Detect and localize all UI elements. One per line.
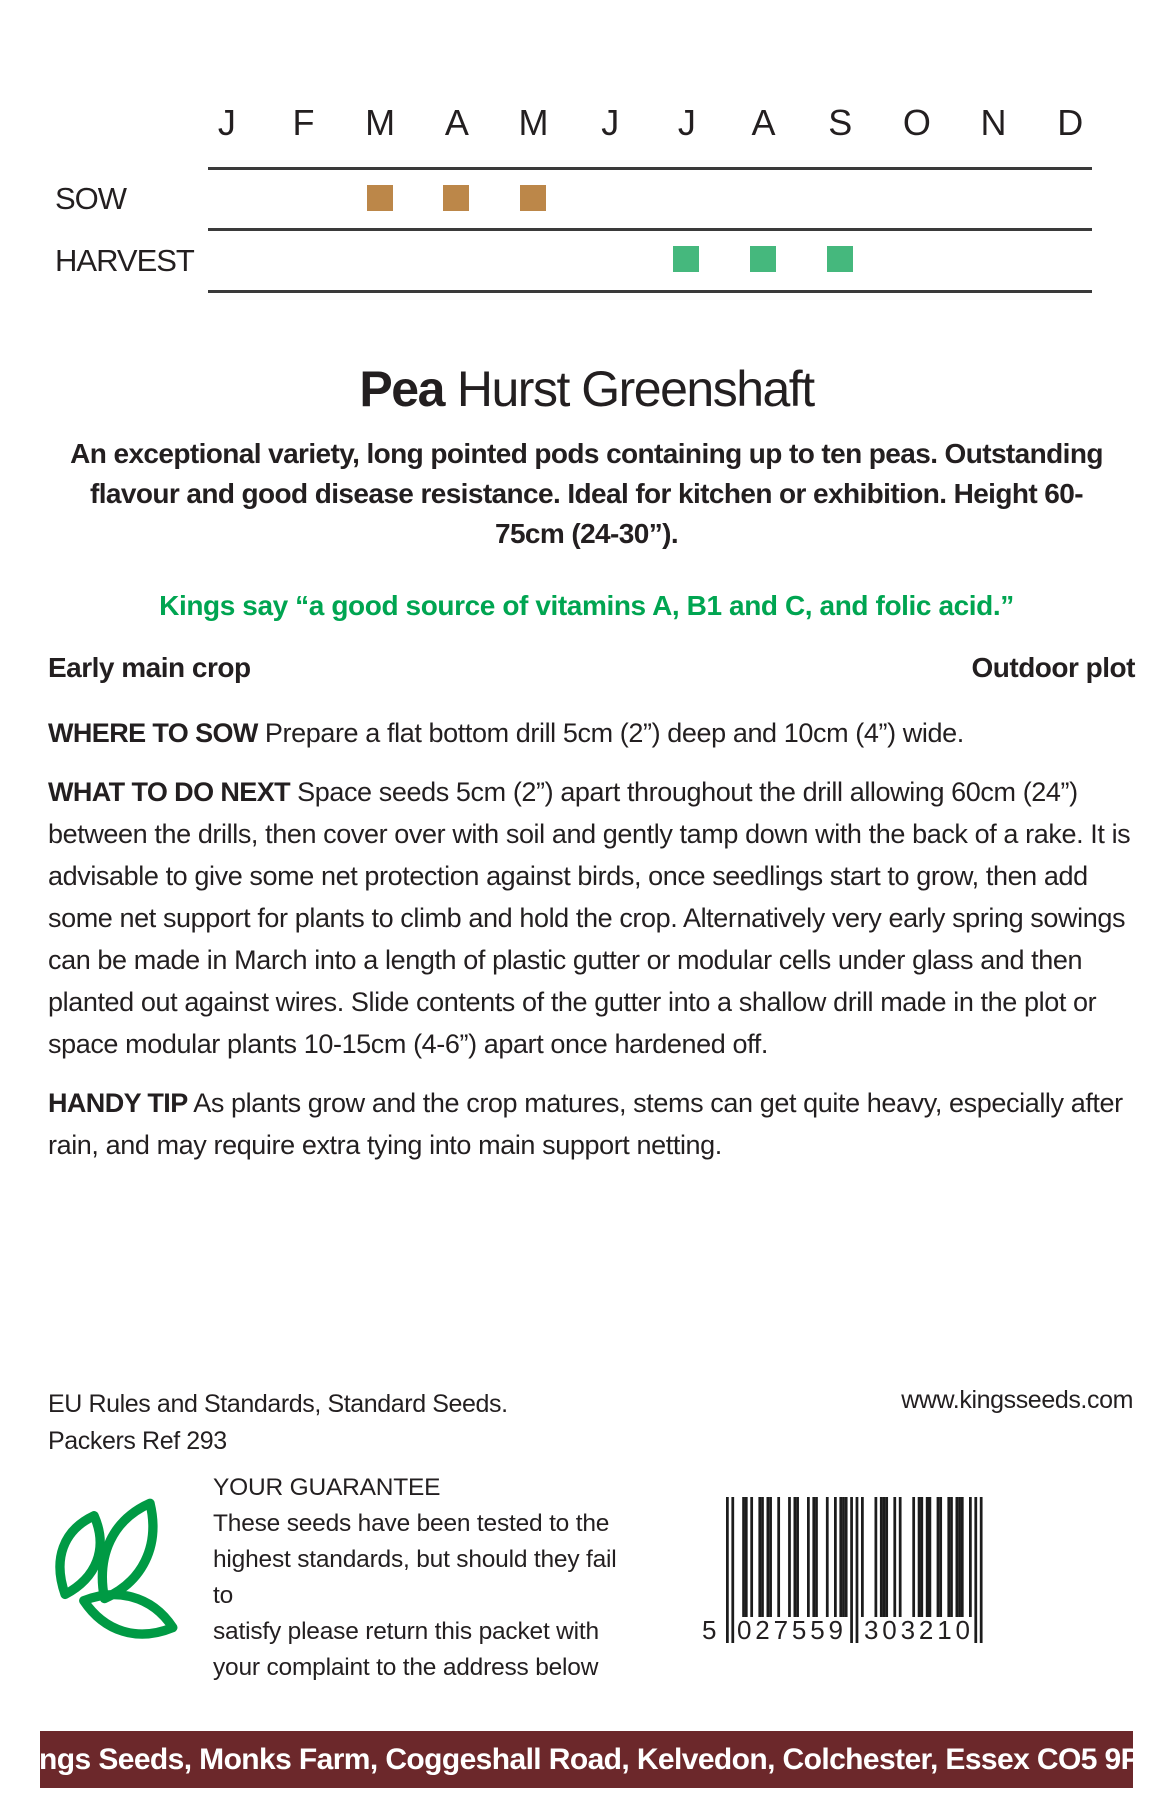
sow-row-markers bbox=[188, 184, 1108, 212]
calendar-cell bbox=[418, 245, 495, 273]
handy-tip-paragraph bbox=[48, 1082, 1136, 1166]
crop-name: Pea bbox=[359, 361, 444, 417]
calendar-month-header bbox=[188, 98, 1108, 148]
company-address: Kings Seeds, Monks Farm, Coggeshall Road, Kelvedon, Colchester, Essex CO5 9PG bbox=[10, 1742, 1163, 1776]
handy-tip-heading: HANDY TIP bbox=[48, 1088, 188, 1118]
sow-month-marker bbox=[443, 185, 469, 211]
what-to-do-next-paragraph bbox=[48, 771, 1136, 1065]
calendar-cell bbox=[1031, 184, 1108, 212]
month-label: A bbox=[751, 102, 775, 143]
sow-month-marker bbox=[367, 185, 393, 211]
growing-instructions bbox=[48, 712, 1136, 1183]
guarantee-block bbox=[213, 1470, 643, 1686]
barcode-left-digits bbox=[737, 1615, 843, 1646]
what-to-do-next-body: Space seeds 5cm (2”) apart throughout the drill allowing 60cm (24”) between the drills, then cover over with soil and gently tamp down with the back of a rake. It is advisable to give some net protection against birds, once seedlings start to grow, then add some net support for plants to climb and hold the crop. Alternatively very early spring sowings can be made in March into a length of plastic gutter or modular cells under glass and then planted out against wires. Slide contents of the gutter into a shallow drill made in the plot or space modular plants 10-15cm (4-6”) apart once hardened off. bbox=[48, 777, 1131, 1059]
guarantee-text-line: highest standards, but should they fail to bbox=[213, 1546, 617, 1609]
barcode-digit: 9 bbox=[828, 1615, 843, 1645]
calendar-cell bbox=[188, 184, 265, 212]
guarantee-text-line: These seeds have been tested to the bbox=[213, 1510, 610, 1537]
barcode-digit: 5 bbox=[791, 1615, 807, 1645]
month-label: F bbox=[292, 102, 314, 143]
calendar-cell bbox=[648, 245, 725, 273]
variety-summary: An exceptional variety, long pointed pods containing up to ten peas. Outstanding flavour and good disease resistance. Ideal for kitchen or exhibition. Height 60-75cm (24-30”). bbox=[70, 438, 1103, 549]
three-leaves-icon bbox=[50, 1495, 190, 1640]
calendar-cell bbox=[955, 245, 1032, 273]
guarantee-title: YOUR GUARANTEE bbox=[213, 1474, 441, 1501]
month-label: J bbox=[601, 102, 619, 143]
calendar-divider-middle bbox=[208, 228, 1092, 231]
month-label: M bbox=[518, 102, 548, 143]
harvest-month-marker bbox=[827, 246, 853, 272]
variety-name: Hurst Greenshaft bbox=[456, 361, 814, 417]
where-to-sow-paragraph bbox=[48, 712, 1136, 754]
calendar-cell bbox=[801, 245, 878, 273]
calendar-cell bbox=[801, 184, 878, 212]
calendar-cell bbox=[1031, 245, 1108, 273]
barcode-digit: 1 bbox=[937, 1615, 952, 1645]
month-label: D bbox=[1057, 102, 1083, 143]
harvest-row-markers bbox=[188, 245, 1108, 273]
calendar-cell bbox=[265, 245, 342, 273]
handy-tip-body: As plants grow and the crop matures, stems can get quite heavy, especially after rain, and may require extra tying into main support netting. bbox=[48, 1088, 1123, 1160]
month-label: O bbox=[902, 102, 930, 143]
barcode-digit: 0 bbox=[882, 1615, 897, 1645]
eu-standards-line: EU Rules and Standards, Standard Seeds. bbox=[48, 1390, 508, 1418]
calendar-divider-top bbox=[208, 167, 1092, 170]
month-label: J bbox=[217, 102, 235, 143]
barcode-digit: 3 bbox=[900, 1615, 916, 1645]
where-to-sow-heading: WHERE TO SOW bbox=[48, 718, 258, 748]
calendar-cell bbox=[495, 184, 572, 212]
website-url: www.kingsseeds.com bbox=[901, 1386, 1133, 1414]
calendar-cell bbox=[648, 184, 725, 212]
calendar-cell bbox=[265, 184, 342, 212]
crop-attributes-row bbox=[48, 652, 1135, 684]
calendar-cell bbox=[878, 245, 955, 273]
month-label: M bbox=[365, 102, 395, 143]
barcode-digit: 2 bbox=[755, 1615, 770, 1645]
kings-say-tagline: Kings say “a good source of vitamins A, B1 and C, and folic acid.” bbox=[159, 590, 1014, 621]
guarantee-body bbox=[213, 1506, 643, 1686]
calendar-cell bbox=[955, 184, 1032, 212]
variety-title bbox=[0, 360, 1173, 418]
harvest-month-marker bbox=[673, 246, 699, 272]
calendar-divider-bottom bbox=[208, 290, 1092, 293]
crop-type-label: Early main crop bbox=[48, 652, 251, 683]
barcode-digit: 7 bbox=[773, 1615, 789, 1645]
calendar-cell bbox=[341, 245, 418, 273]
harvest-row-label: HARVEST bbox=[55, 243, 194, 278]
what-to-do-next-heading: WHAT TO DO NEXT bbox=[48, 777, 290, 807]
barcode-digit: 5 bbox=[810, 1615, 825, 1645]
calendar-cell bbox=[725, 245, 802, 273]
packers-ref: Packers Ref 293 bbox=[48, 1427, 227, 1455]
calendar-cell bbox=[571, 184, 648, 212]
where-to-sow-body: Prepare a flat bottom drill 5cm (2”) deep and 10cm (4”) wide. bbox=[264, 718, 964, 748]
calendar-cell bbox=[341, 184, 418, 212]
barcode-digit: 3 bbox=[864, 1615, 879, 1645]
barcode-digit: 0 bbox=[737, 1615, 752, 1645]
barcode-digit: 0 bbox=[955, 1615, 970, 1645]
barcode-right-digits bbox=[864, 1615, 970, 1646]
month-label: S bbox=[828, 102, 852, 143]
barcode-lead-digit: 5 bbox=[702, 1615, 717, 1645]
calendar-cell bbox=[878, 184, 955, 212]
ean13-barcode bbox=[702, 1497, 984, 1647]
calendar-cell bbox=[188, 245, 265, 273]
harvest-month-marker bbox=[750, 246, 776, 272]
sow-row-label: SOW bbox=[55, 181, 127, 216]
calendar-cell bbox=[571, 245, 648, 273]
eu-standards-block bbox=[48, 1386, 508, 1460]
address-bar bbox=[10, 1731, 1163, 1788]
kings-seeds-leaf-logo bbox=[50, 1495, 190, 1640]
calendar-cell bbox=[495, 245, 572, 273]
calendar-cell bbox=[725, 184, 802, 212]
plot-type-label: Outdoor plot bbox=[971, 652, 1135, 683]
calendar-cell bbox=[418, 184, 495, 212]
guarantee-text-line: your complaint to the address below bbox=[213, 1654, 599, 1681]
month-label: A bbox=[444, 102, 468, 143]
barcode-digit: 2 bbox=[918, 1615, 934, 1645]
month-label: N bbox=[980, 102, 1006, 143]
sow-month-marker bbox=[520, 185, 546, 211]
guarantee-text-line: satisfy please return this packet with bbox=[213, 1618, 599, 1645]
month-label: J bbox=[677, 102, 695, 143]
